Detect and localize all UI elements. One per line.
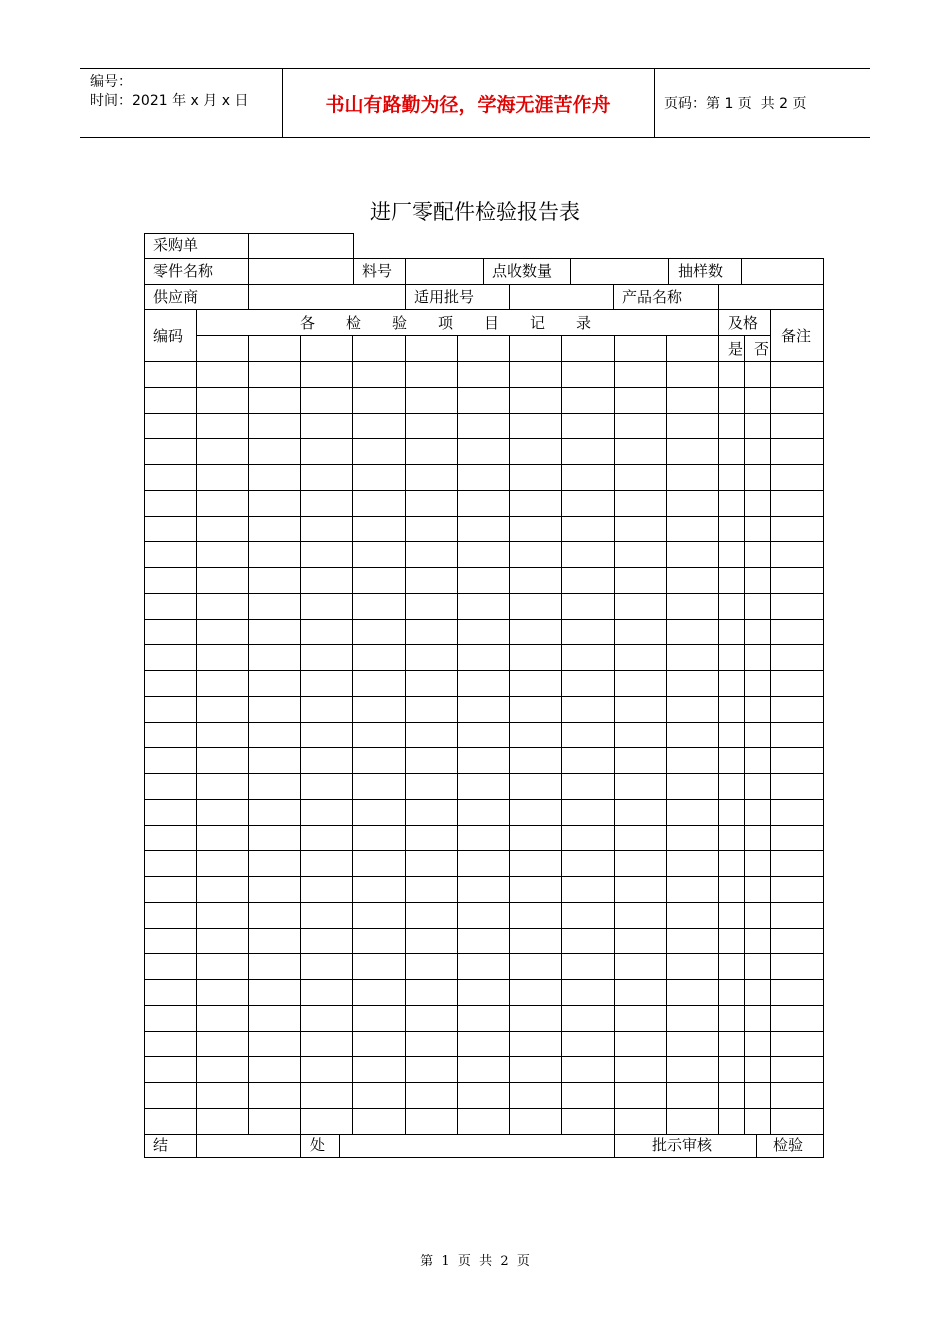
grid-line xyxy=(144,696,824,697)
grid-line xyxy=(144,902,824,903)
grid-line xyxy=(744,335,745,1135)
grid-line xyxy=(613,284,614,310)
grid-line xyxy=(144,876,824,877)
label-purchase-order: 采购单 xyxy=(153,236,199,254)
grid-line xyxy=(144,979,824,980)
serial-label: 编号： xyxy=(90,74,132,90)
label-approval: 批示审核 xyxy=(652,1136,713,1154)
grid-line xyxy=(144,541,824,542)
grid-line xyxy=(300,335,301,1135)
grid-line xyxy=(457,335,458,1135)
grid-line xyxy=(718,284,719,310)
page-info: 页码：第 1 页 共 2 页 xyxy=(664,96,807,112)
grid-line xyxy=(756,1134,757,1158)
grid-line xyxy=(144,799,824,800)
label-received-qty: 点收数量 xyxy=(492,262,553,280)
grid-line xyxy=(144,619,824,620)
grid-line xyxy=(405,258,406,310)
grid-line xyxy=(144,516,824,517)
label-yes: 是 xyxy=(728,340,744,358)
grid-line xyxy=(614,335,615,1135)
grid-line xyxy=(144,1005,824,1006)
grid-line xyxy=(144,258,824,259)
grid-line xyxy=(144,284,824,285)
grid-line xyxy=(353,233,354,285)
grid-line xyxy=(144,928,824,929)
grid-line xyxy=(144,361,824,362)
grid-line xyxy=(144,1056,824,1057)
label-no: 否 xyxy=(754,340,770,358)
grid-line xyxy=(570,258,571,285)
motto-text: 书山有路勤为径，学海无涯苦作舟 xyxy=(325,93,611,116)
grid-line xyxy=(561,335,562,1135)
label-inspection: 检验 xyxy=(773,1136,804,1154)
grid-line xyxy=(144,747,824,748)
page-title: 进厂零配件检验报告表 xyxy=(370,200,580,224)
time-label: 时间：2021 年 x 月 x 日 xyxy=(90,93,249,109)
grid-line xyxy=(144,850,824,851)
label-code: 编码 xyxy=(153,327,184,345)
grid-line xyxy=(144,309,824,310)
label-part-name: 零件名称 xyxy=(153,262,214,280)
grid-line xyxy=(144,490,824,491)
grid-line xyxy=(509,284,510,310)
grid-line xyxy=(483,258,484,285)
grid-line xyxy=(770,309,771,1135)
grid-line xyxy=(339,1134,340,1158)
grid-line xyxy=(144,953,824,954)
label-remarks: 备注 xyxy=(781,327,812,345)
grid-line xyxy=(144,593,824,594)
grid-line xyxy=(144,387,824,388)
grid-line xyxy=(248,335,249,1135)
grid-line xyxy=(352,335,353,1135)
grid-line xyxy=(144,464,824,465)
grid-line xyxy=(405,335,406,1135)
grid-line xyxy=(144,1108,824,1109)
label-handling: 处 xyxy=(310,1136,326,1154)
label-product-name: 产品名称 xyxy=(622,288,683,306)
label-supplier: 供应商 xyxy=(153,288,199,306)
grid-line xyxy=(300,1134,301,1158)
grid-line xyxy=(196,335,771,336)
grid-line xyxy=(666,335,667,1135)
grid-line xyxy=(741,258,742,285)
grid-line xyxy=(144,567,824,568)
grid-line xyxy=(248,233,249,310)
page-footer: 第 1 页 共 2 页 xyxy=(420,1254,530,1269)
grid-line xyxy=(144,1082,824,1083)
grid-line xyxy=(144,644,824,645)
grid-line xyxy=(144,413,824,414)
grid-line xyxy=(144,438,824,439)
grid-line xyxy=(144,670,824,671)
grid-line xyxy=(668,258,669,285)
grid-line xyxy=(144,233,354,234)
label-applicable-batch: 适用批号 xyxy=(414,288,475,306)
grid-line xyxy=(144,773,824,774)
grid-line xyxy=(614,1134,615,1158)
label-inspection-records: 各检验项目记录 xyxy=(300,314,623,332)
grid-line xyxy=(144,1157,824,1158)
grid-line xyxy=(144,825,824,826)
grid-line xyxy=(144,1031,824,1032)
grid-line xyxy=(144,722,824,723)
grid-line xyxy=(509,335,510,1135)
label-sample-qty: 抽样数 xyxy=(678,262,724,280)
grid-line xyxy=(144,1134,824,1135)
grid-line xyxy=(196,309,197,1135)
grid-line xyxy=(718,309,719,1135)
label-qualified: 及格 xyxy=(728,314,759,332)
label-material-no: 料号 xyxy=(362,262,393,280)
grid-line xyxy=(196,1134,197,1158)
label-conclusion: 结 xyxy=(153,1136,169,1154)
grid-line xyxy=(823,258,824,1158)
